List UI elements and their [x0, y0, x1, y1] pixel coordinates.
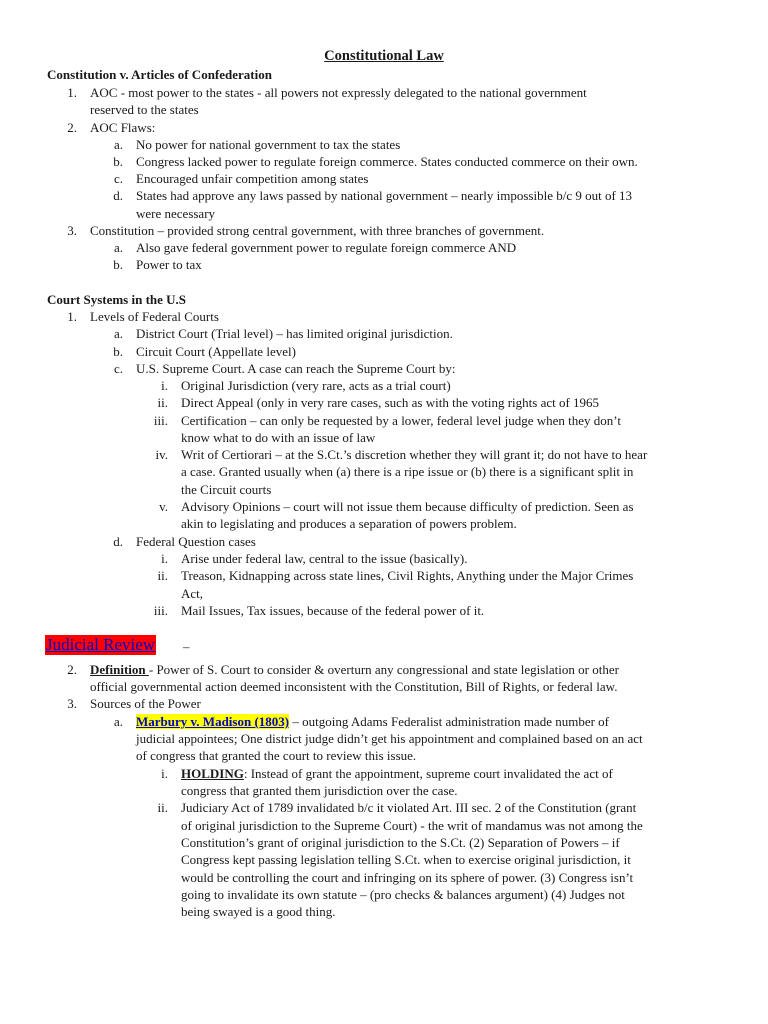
list-item-text: AOC - most power to the states - all powers not expressly delegated to the national government: [90, 85, 587, 100]
list-item-text: Direct Appeal (only in very rare cases, such as with the voting rights act of 1965: [181, 395, 600, 410]
holding-text: : Instead of grant the appointment, supreme court invalidated the act of: [243, 766, 613, 781]
list-letter: c.: [113, 361, 123, 376]
list-item-text: official governmental action deemed inconsistent with the Constitution, Bill of Rights, or federal law.: [90, 679, 618, 694]
list-item-text: of original jurisdiction to the Supreme Court) - the writ of mandamus was not among the: [181, 818, 643, 833]
list-number: 3.: [67, 696, 77, 711]
list-letter: a.: [113, 714, 123, 729]
list-roman: i.: [161, 378, 168, 393]
holding-label: HOLDING: [181, 766, 244, 781]
list-item-text: U.S. Supreme Court. A case can reach the Supreme Court by:: [136, 361, 456, 376]
marbury-case-link[interactable]: Marbury v. Madison (1803): [136, 714, 290, 729]
list-number: 2.: [67, 120, 77, 135]
list-item-text: [181, 765, 613, 782]
list-roman: ii.: [157, 395, 168, 410]
list-item-text: were necessary: [136, 206, 216, 221]
list-item-text: AOC Flaws:: [90, 120, 156, 135]
list-letter: b.: [113, 257, 123, 272]
list-item-text: would be controlling the court and infringing on its sphere of power. (3) Congress isn’t: [181, 870, 634, 885]
list-item-text: District Court (Trial level) – has limited original jurisdiction.: [136, 326, 453, 341]
list-letter: d.: [113, 188, 123, 203]
list-number: 1.: [67, 309, 77, 324]
list-item-text: Writ of Certiorari – at the S.Ct.’s discretion whether they will grant it; do not have to hear: [181, 447, 648, 462]
page-title: Constitutional Law: [324, 48, 444, 64]
list-roman: i.: [161, 551, 168, 566]
list-number: 2.: [67, 662, 77, 677]
list-number: 1.: [67, 85, 77, 100]
list-item-text: Treason, Kidnapping across state lines, Civil Rights, Anything under the Major Crimes: [181, 568, 634, 583]
list-item-text: the Circuit courts: [181, 482, 272, 497]
list-item-text: Arise under federal law, central to the issue (basically).: [181, 551, 468, 566]
list-item-text: Congress lacked power to regulate foreign commerce. States conducted commerce on their own.: [136, 154, 638, 169]
list-item-text: Original Jurisdiction (very rare, acts as a trial court): [181, 378, 451, 393]
section-heading-courts: Court Systems in the U.S: [47, 292, 187, 307]
list-roman: ii.: [157, 800, 168, 815]
list-item-text: Also gave federal government power to regulate foreign commerce AND: [136, 240, 517, 255]
list-item-text: Mail Issues, Tax issues, because of the federal power of it.: [181, 603, 485, 618]
list-item-text: of congress that granted the court to review this issue.: [136, 748, 417, 763]
list-letter: a.: [113, 137, 123, 152]
list-item-text: Levels of Federal Courts: [90, 309, 219, 324]
list-item-text: No power for national government to tax the states: [136, 137, 401, 152]
list-item-text: being swayed is a good thing.: [181, 904, 336, 919]
list-item-text: Judiciary Act of 1789 invalidated b/c it violated Art. III sec. 2 of the Constitution (grant: [181, 800, 637, 815]
list-roman: i.: [161, 766, 168, 781]
list-number: 3.: [67, 223, 77, 238]
list-letter: a.: [113, 240, 123, 255]
list-item-text: Sources of the Power: [90, 696, 201, 711]
list-item-text: know what to do with an issue of law: [181, 430, 376, 445]
list-item-text: States had approve any laws passed by national government – nearly impossible b/c 9 out of 13: [136, 188, 633, 203]
definition-text: - Power of S. Court to consider & overturn any congressional and state legislation or other: [148, 662, 619, 677]
list-item-text: congress that granted them jurisdiction over the case.: [181, 783, 458, 798]
list-letter: b.: [113, 344, 123, 359]
list-item-text: Circuit Court (Appellate level): [136, 344, 296, 359]
list-item-text: [90, 661, 619, 678]
list-roman: iii.: [153, 413, 168, 428]
list-item-text: going to invalidate its own statute – (pro checks & balances argument) (4) Judges not: [181, 887, 625, 902]
list-item-text: Power to tax: [136, 257, 202, 272]
definition-label: Definition: [90, 662, 149, 677]
list-item-text: [136, 713, 609, 730]
list-letter: a.: [113, 326, 123, 341]
marbury-text: – outgoing Adams Federalist administration made number of: [289, 714, 610, 729]
list-item-text: reserved to the states: [90, 102, 199, 117]
heading-dash: –: [183, 639, 190, 654]
list-item-text: a case. Granted usually when (a) there is a ripe issue or (b) there is a significant split in: [181, 464, 634, 479]
list-item-text: Federal Question cases: [136, 534, 256, 549]
section-heading-constitution: Constitution v. Articles of Confederation: [47, 67, 272, 82]
list-roman: iii.: [153, 603, 168, 618]
list-item-text: Advisory Opinions – court will not issue them because difficulty of prediction. Seen as: [181, 499, 634, 514]
list-item-text: Constitution – provided strong central government, with three branches of government.: [90, 223, 545, 238]
list-item-text: Act,: [181, 586, 204, 601]
list-item-text: akin to legislating and produces a separation of powers problem.: [181, 516, 517, 531]
list-roman: v.: [159, 499, 168, 514]
list-item-text: Constitution’s grant of original jurisdiction to the S.Ct. (2) Separation of Powers – if: [181, 835, 620, 850]
list-roman: iv.: [155, 447, 168, 462]
list-item-text: Congress kept passing legislation telling S.Ct. when to exercise original jurisdiction, it: [181, 852, 631, 867]
list-letter: c.: [113, 171, 123, 186]
list-item-text: Certification – can only be requested by a lower, federal level judge when they don’t: [181, 413, 622, 428]
list-item-text: judicial appointees; One district judge didn’t get his appointment and complained based on an act: [136, 731, 643, 746]
list-item-text: Encouraged unfair competition among states: [136, 171, 369, 186]
list-roman: ii.: [157, 568, 168, 583]
judicial-review-heading: Judicial Review: [46, 635, 156, 654]
list-letter: b.: [113, 154, 123, 169]
list-letter: d.: [113, 534, 123, 549]
